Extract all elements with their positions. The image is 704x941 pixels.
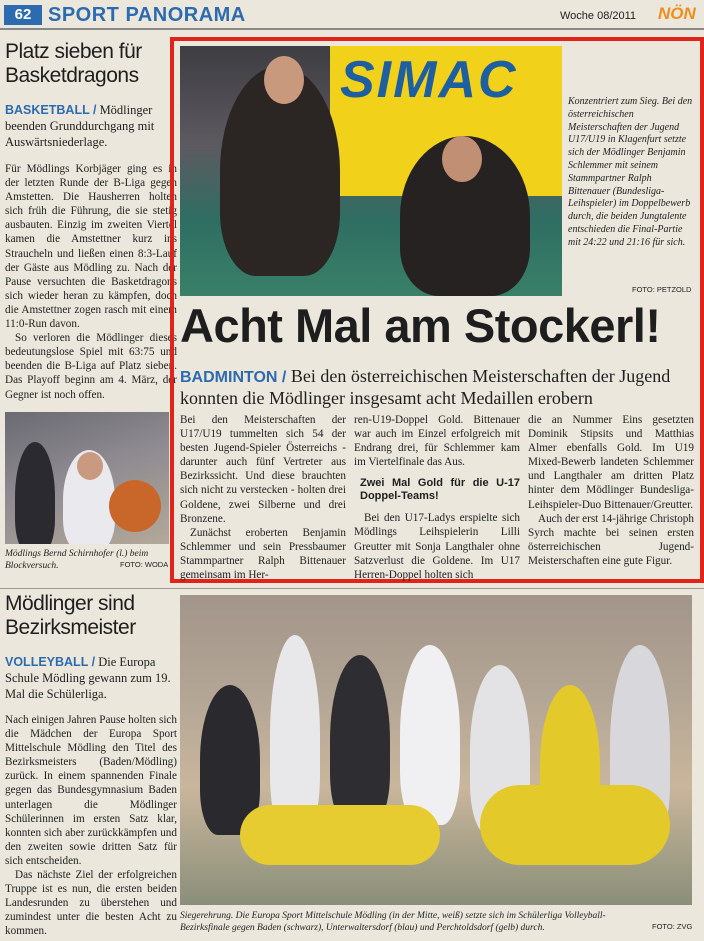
volleyball-headline: Mödlinger sind Bezirksmeister	[5, 592, 136, 639]
volleyball-label: VOLLEYBALL /	[5, 655, 96, 669]
badminton-inline-heading: Zwei Mal Gold für die U-17 Doppel-Teams!	[360, 477, 520, 503]
section-divider	[0, 588, 704, 589]
volleyball-lead	[5, 654, 177, 702]
basketball-lead-text: Mödlinger beenden Grunddurchgang mit Auswärtsniederlage.	[5, 103, 155, 149]
badminton-paragraph: Bei den Meisterschaften der U17/U19 tummelten sich 54 der besten Jugend-Spieler Österreichs - darunter auch fünf Vertreter aus Bezirkssicht. Und diese brauchten sich nicht zu verstecken - holten drei Goldene, zwei Silberne und drei Bronzene.	[180, 414, 346, 525]
publication-logo: NÖN	[658, 4, 696, 23]
badminton-column-3	[528, 413, 694, 568]
header-rule	[0, 28, 704, 30]
basketball-credit: FOTO: WODA	[120, 560, 169, 569]
basketball-headline: Platz sieben für Basketdragons	[5, 40, 142, 87]
basketball-body	[5, 162, 177, 402]
badminton-paragraph: Auch der erst 14-jährige Christoph Syrch machte bei seinen ersten österreichischen Jugend-Meisterschaften eine gute Figur.	[528, 512, 694, 567]
volleyball-paragraph: Das nächste Ziel der erfolgreichen Truppe ist es nun, die ersten beiden Landesrunden zu überstehen und zumindest unter die besten Acht zu kommen.	[5, 869, 177, 938]
badminton-paragraph: Zunächst eroberten Benjamin Schlemmer und sein Pressbaumer Stammpartner Ralph Bittenauer gemeinsam im Her-	[180, 526, 346, 582]
badminton-subhead	[180, 366, 696, 409]
volleyball-credit: FOTO: ZVG	[652, 922, 693, 931]
badminton-credit: FOTO: PETZOLD	[632, 285, 692, 294]
volleyball-team-photo	[180, 595, 692, 905]
volleyball-paragraph: Nach einigen Jahren Pause holten sich die Mädchen der Europa Sport Mittelschule Mödling den Titel des Bezirksmeisters (Baden/Mödling) zurück. In einem spannenden Finale gegen das Bundesgymnasium Baden unterlagen die Mödlinger Schülerinnen im ersten Satz klar, konnten sich aber zurückkämpfen und den zweiten sowie dritten Satz für sich entscheiden.	[5, 714, 177, 867]
badminton-label: BADMINTON /	[180, 369, 287, 386]
basketball-paragraph: So verloren die Mödlinger dieses bedeutungslose Spiel mit 63:75 und beenden die B-Liga auf Platz sieben. Das Playoff beginn am 4. März, der Gegner ist noch offen.	[5, 332, 177, 401]
basketball-photo	[5, 412, 169, 544]
badminton-headline: Acht Mal am Stockerl!	[180, 299, 661, 352]
basketball-caption: Mödlings Bernd Schirnhofer (l.) beim Blockversuch.	[5, 549, 149, 571]
volleyball-body	[5, 713, 177, 939]
basketball-paragraph: Für Mödlings Korbjäger ging es in der letzten Runde der B-Liga gegen Amstetten. Die Hausherren holten sich früh die Führung, die sie stetig ausbauten. Einzig im zweiten Viertel kamen die Amstettner kurz ins Straucheln und ließen einen 8:3-Lauf der Gäste aus Mödling zu. Nach der Pause versuchten die Basketdragons sich wieder heran zu kämpfen, doch die Amstettner zogen rasch mit einem 11:0-Run davon.	[5, 163, 177, 331]
volleyball-caption: Siegerehrung. Die Europa Sport Mittelschule Mödling (in der Mitte, weiß) setzte sich im Schülerliga Volleyball-Bezirksfinale gegen Baden (schwarz), Unterwaltersdorf (blau) und Perchtoldsdorf (gelb) durch.	[180, 911, 606, 933]
badminton-paragraph: ren-U19-Doppel Gold. Bittenauer war auch im Einzel erfolgreich mit Endrang drei, für Schlemmer kam im Viertelfinale das Aus.	[354, 414, 520, 469]
badminton-column-1	[180, 413, 346, 582]
badminton-paragraph: die an Nummer Eins gesetzten Dominik Stipsits und Matthias Almer ebenfalls Gold. Im U19 Mixed-Bewerb landeten Schlemmer und Langthaler am dritten Platz hinter dem Mödlinger Bundesliga-Leihspieler-Duo Bittenauer/Greutter.	[528, 414, 694, 511]
basketball-label: BASKETBALL /	[5, 103, 97, 117]
badminton-photo	[180, 46, 562, 296]
sponsor-banner-text: SIMAC	[340, 51, 518, 109]
basketball-lead	[5, 102, 177, 150]
badminton-caption: Konzentriert zum Sieg. Bei den österreichischen Meisterschaften der Jugend U17/U19 in Klagenfurt setzte sich der Mödlinger Benjamin Schlemmer mit seinem Stammpartner Ralph Bittenauer (Bundesliga-Leihspieler) im Doppelbewerb durch, die beiden Jungtalente entschieden die Final-Partie mit 24:22 und 21:16 für sich.	[568, 96, 693, 248]
badminton-column-2	[354, 413, 520, 582]
badminton-paragraph: Bei den U17-Ladys erspielte sich Mödlings Leihspielerin Lilli Greutter mit Sonja Langthaler ohne Satzverlust die Goldene. Im U17 Herren-Doppel holten sich	[354, 512, 520, 581]
section-title: SPORT PANORAMA	[48, 4, 246, 26]
page-number: 62	[4, 5, 42, 25]
badminton-subhead-text: Bei den österreichischen Meisterschaften der Jugend konnten die Mödlinger insgesamt acht Medaillen erobern	[180, 366, 671, 408]
volleyball-lead-text: Die Europa Schule Mödling gewann zum 19. Mal die Schülerliga.	[5, 655, 171, 701]
issue-week: Woche 08/2011	[560, 10, 637, 22]
